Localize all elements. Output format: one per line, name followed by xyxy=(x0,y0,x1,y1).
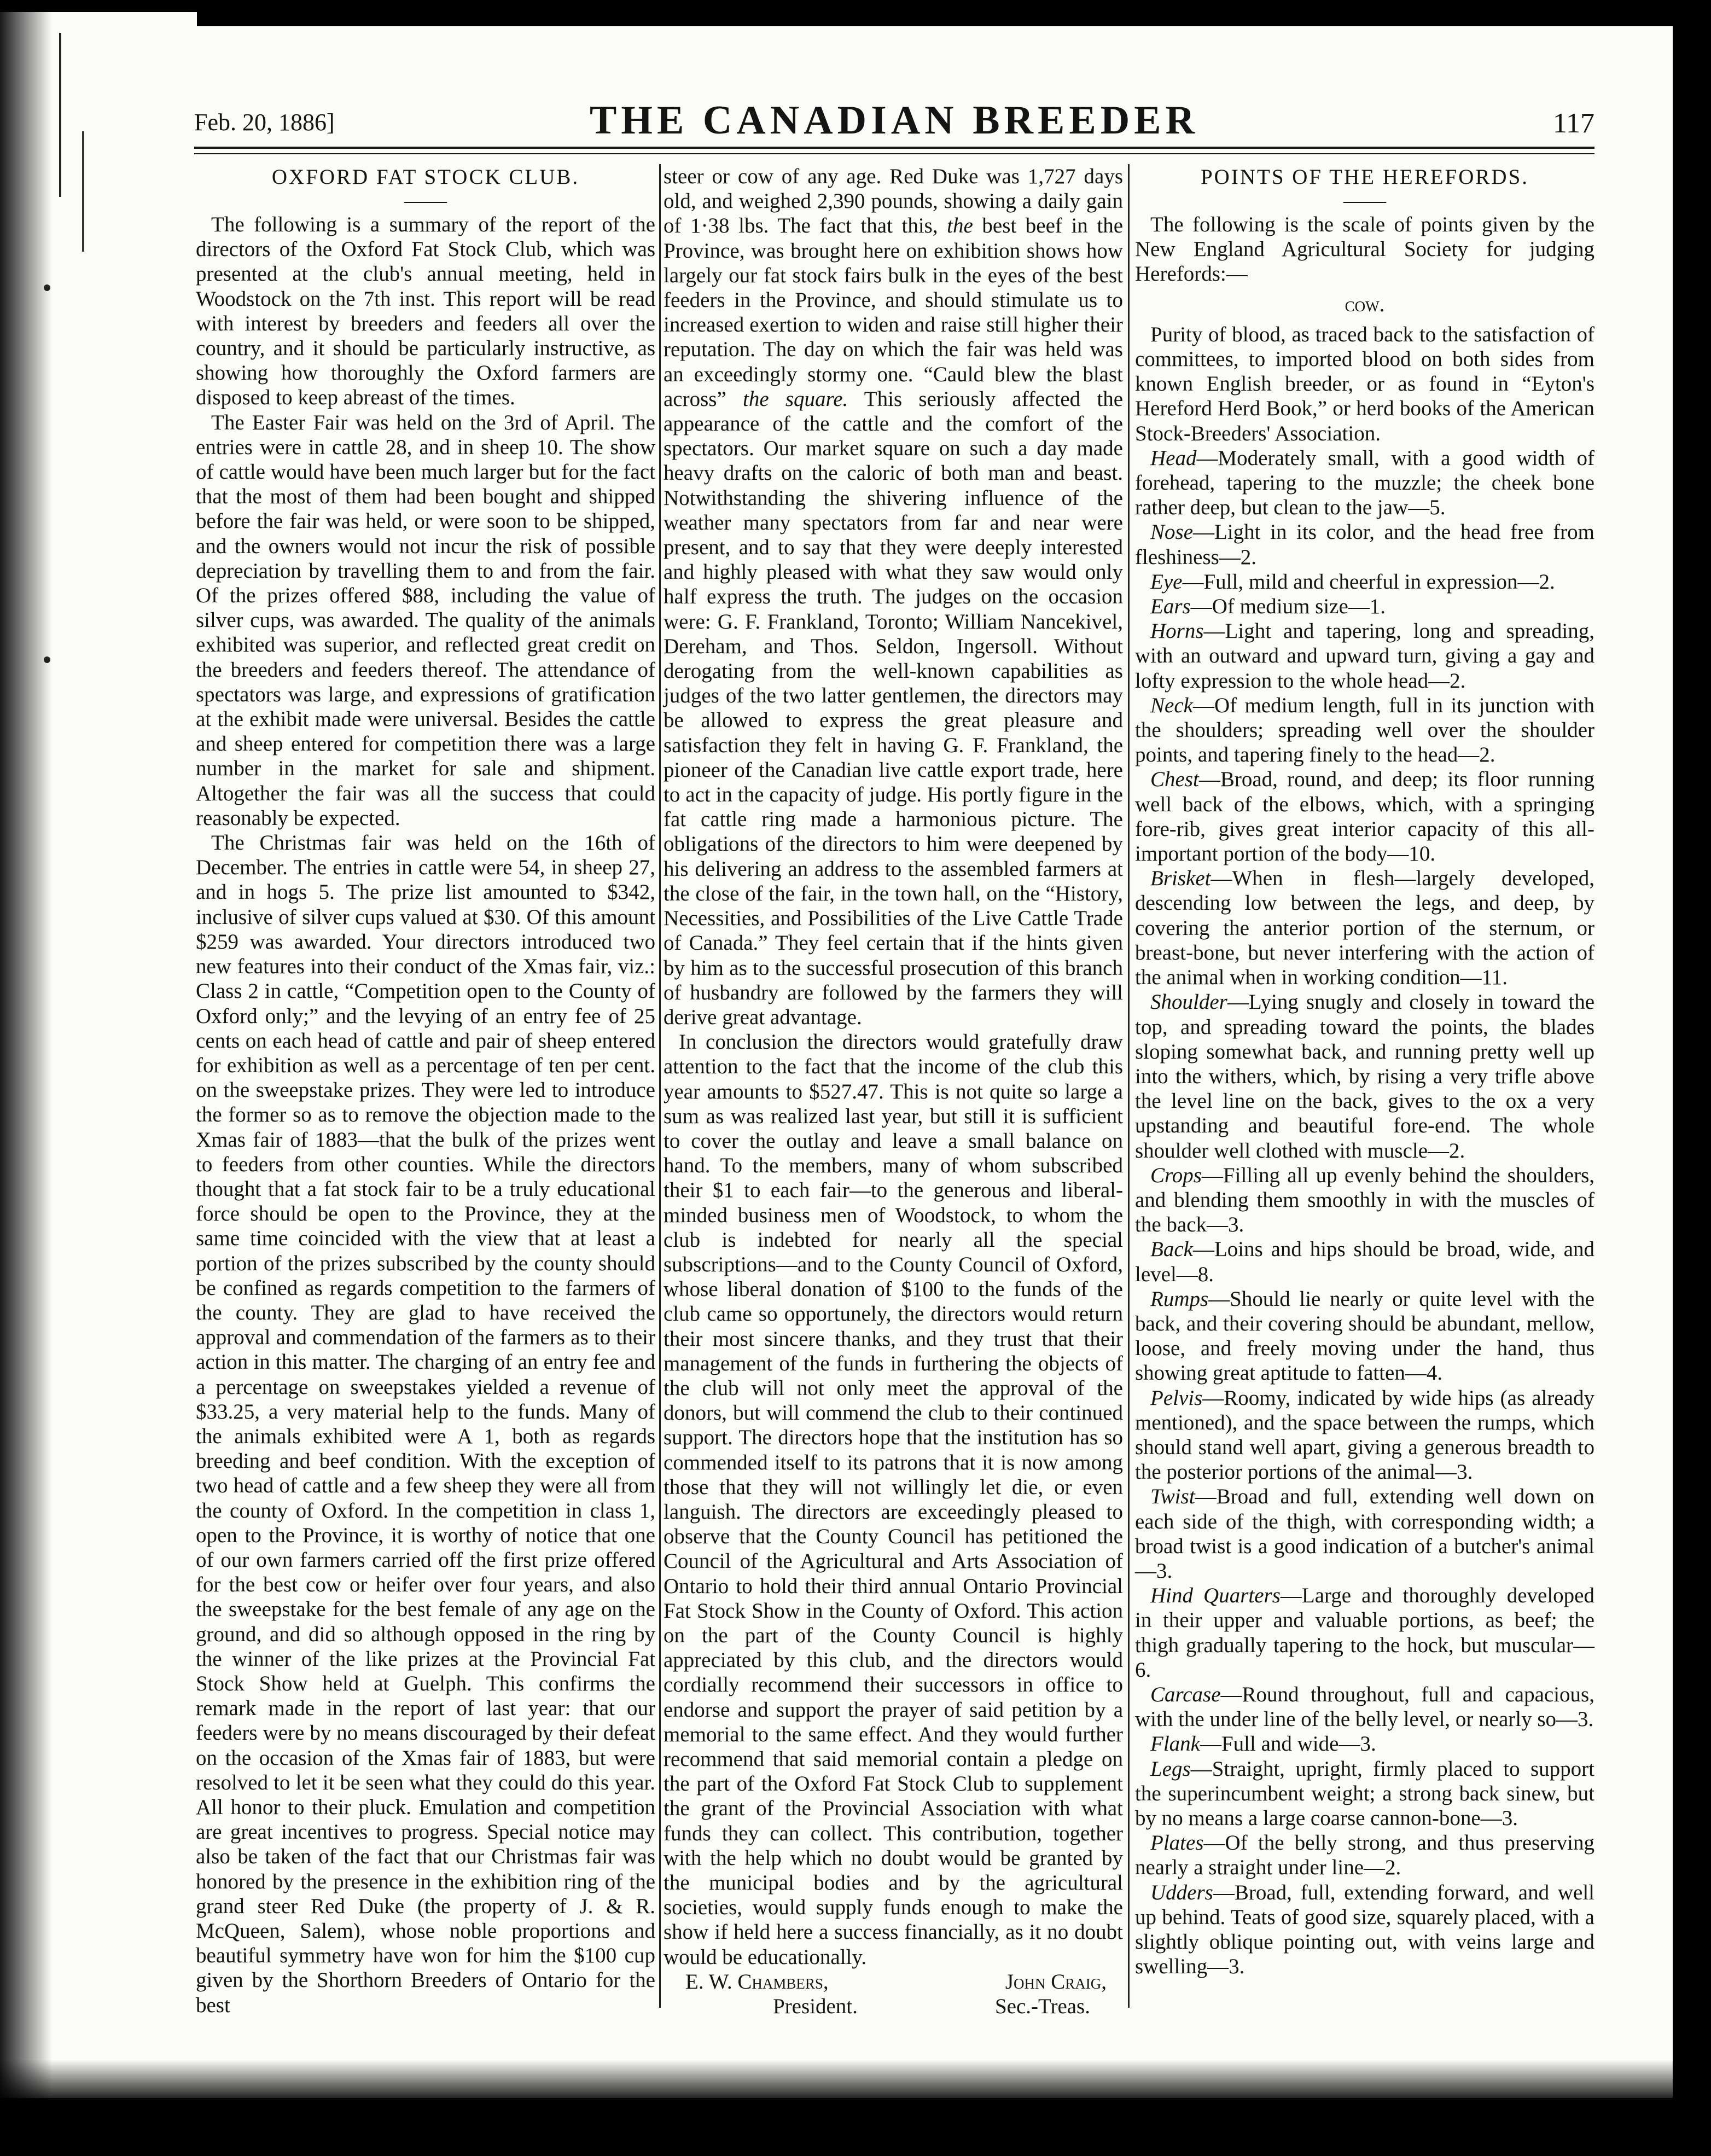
point-label: Legs xyxy=(1150,1757,1191,1781)
point-label: Shoulder xyxy=(1150,990,1227,1014)
signature-roles xyxy=(664,1994,1123,2019)
column-rule xyxy=(659,164,661,2008)
point-item xyxy=(1135,1287,1594,1386)
point-item xyxy=(1135,767,1594,866)
signature-names xyxy=(664,1969,1123,1994)
issue-date: Feb. 20, 1886] xyxy=(194,109,335,136)
point-item xyxy=(1135,1880,1594,1979)
point-item xyxy=(1135,866,1594,990)
point-item xyxy=(1135,1237,1594,1286)
point-item xyxy=(1135,990,1594,1163)
point-label: Chest xyxy=(1150,768,1199,792)
point-text: —When in flesh—largely developed, descending low between the legs, and deep, by covering the anterior portion of the sternum, or breast-bone, but never interfering with the action of the animal when in working condition—11. xyxy=(1135,867,1594,990)
title-dash: —— xyxy=(1343,189,1386,212)
point-label: Plates xyxy=(1150,1831,1204,1855)
point-text: —Round throughout, full and capacious, with the under line of the belly level, or nearly so—3. xyxy=(1135,1682,1594,1731)
point-text: —Moderately small, with a good width of forehead, tapering to the muzzle; the cheek bone rather deep, but clean to the jaw—5. xyxy=(1135,446,1594,520)
point-item xyxy=(1135,1583,1594,1682)
page-number: 117 xyxy=(1552,108,1594,139)
scan-border-top xyxy=(0,0,1711,12)
article-title: POINTS OF THE HEREFORDS. xyxy=(1200,165,1529,189)
signature-president-name: E. W. Chambers, xyxy=(685,1969,829,1994)
point-item xyxy=(1135,619,1594,693)
scan-border-top-inner xyxy=(197,12,1711,26)
points-list xyxy=(1135,446,1594,1979)
point-label: Udders xyxy=(1150,1880,1213,1904)
point-text: —Light in its color, and the head free from fleshiness—2. xyxy=(1135,520,1594,569)
point-item xyxy=(1135,693,1594,768)
point-text: —Full, mild and cheerful in expression—2. xyxy=(1182,569,1555,594)
point-label: Ears xyxy=(1150,595,1191,619)
point-text: —Of medium length, full in its junction with the shoulders; spreading well over the shoulder points, and tapering finely to the head—2. xyxy=(1135,693,1594,767)
point-text: —Should lie nearly or quite level with the back, and their covering should be abundant, mellow, loose, and freely moving under the hand, thus showing great aptitude to fatten—4. xyxy=(1135,1287,1594,1385)
header-rule xyxy=(194,147,1594,149)
point-item xyxy=(1135,1163,1594,1237)
point-item xyxy=(1135,1757,1594,1831)
signature-president-role: President. xyxy=(773,1995,858,2019)
paragraph: Purity of blood, as traced back to the satisfaction of committees, to imported blood on both sides from known English breeder, or as found in “Eyton's Hereford Herd Book,” or herd books of the American Stock-Breeders' Association. xyxy=(1135,322,1594,445)
article-title: OXFORD FAT STOCK CLUB. xyxy=(271,165,580,189)
point-text: —Full and wide—3. xyxy=(1200,1732,1376,1756)
masthead-title: THE CANADIAN BREEDER xyxy=(590,98,1199,143)
point-text: —Broad, full, extending forward, and well up behind. Teats of good size, squarely placed, with a slightly oblique pointing out, with veins large and swelling—3. xyxy=(1135,1880,1594,1979)
subheading-cow: cow. xyxy=(1345,292,1385,316)
point-label: Carcase xyxy=(1150,1682,1221,1706)
margin-mark xyxy=(82,131,84,252)
point-label: Pelvis xyxy=(1150,1386,1203,1410)
point-text: —Of medium size—1. xyxy=(1190,595,1386,619)
paragraph: The following is the scale of points given by the New England Agricultural Society for judging Herefords:— xyxy=(1135,213,1594,286)
point-text: —Broad, round, and deep; its floor running well back of the elbows, which, with a springing fore-rib, gives great interior capacity of this all-important portion of the body—10. xyxy=(1135,768,1594,866)
header-rule xyxy=(194,153,1594,154)
margin-mark xyxy=(59,33,61,197)
paragraph: The following is a summary of the report of the directors of the Oxford Fat Stock Club, which was presented at the club's annual meeting, held in Woodstock on the 7th inst. This report will be read with interest by breeders and feeders all over the country, and it should be particularly instructive, as showing how thoroughly the Oxford farmers are disposed to keep abreast of the times. xyxy=(196,213,655,410)
page-header xyxy=(194,97,1594,141)
point-item xyxy=(1135,569,1594,594)
margin-dot xyxy=(44,284,50,291)
point-text: —Of the belly strong, and thus preserving nearly a straight under line—2. xyxy=(1135,1831,1594,1880)
point-text: —Roomy, indicated by wide hips (as already mentioned), and the space between the rumps, which should stand well apart, giving a generous breadth to the posterior portions of the animal—3. xyxy=(1135,1386,1594,1484)
point-label: Eye xyxy=(1150,569,1183,594)
point-item xyxy=(1135,1484,1594,1583)
point-label: Back xyxy=(1150,1237,1193,1262)
paragraph: The Christmas fair was held on the 16th of December. The entries in cattle were 54, in sheep 27, and in hogs 5. The prize list amounted to $342, inclusive of silver cups valued at $30. Of this amount $259 was awarded. Your directors introduced two new features into their conduct of the Xmas fair, viz.: Class 2 in cattle, “Competition open to the County of Oxford only;” and the levying of an entry fee of 25 cents on each head of cattle and pair of sheep entered for exhibition as well as a percentage of ten per cent. on the sweepstake prizes. They were led to introduce the former so as to remove the objection made to the Xmas fair of 1883—that the bulk of the prizes went to feeders from other counties. While the directors thought that a fat stock fair to be a truly educational force should be open to the Province, they at the same time coincided with the view that at least a portion of the prizes subscribed by the county should be confined as regards competition to the farmers of the county. They are glad to have received the approval and commendation of the farmers as to their action in this matter. The charging of an entry fee and a percentage on sweepstakes yielded a revenue of $33.25, a very material help to the funds. Many of the animals exhibited were A 1, both as regards breeding and beef condition. With the exception of two head of cattle and a few sheep they were all from the county of Oxford. In the competition in class 1, open to the Province, it is worthy of notice that one of our own farmers carried off the first prize offered for the best cow or heifer over four years, and also the sweepstake for the best female of any age on the ground, and did so although opposed in the ring by the winner of the like prizes at the Provincial Fat Stock Show held at Guelph. This confirms the remark made in the report of last year: that our feeders were by no means discouraged by their defeat on the occasion of the Xmas fair of 1883, but were resolved to let it be seen what they could do this year. All honor to their pluck. Emulation and competition are great incentives to progress. Special notice may also be taken of the fact that our Christmas fair was honored by the presence in the exhibition ring of the grand steer Red Duke (the property of J. & R. McQueen, Salem), whose noble proportions and beautiful symmetry have won for him the $100 cup given by the Shorthorn Breeders of Ontario for the best xyxy=(196,831,655,2017)
point-label: Crops xyxy=(1150,1163,1202,1187)
scan-border-bottom xyxy=(0,2098,1711,2156)
point-text: —Filling all up evenly behind the shoulders, and blending them smoothly in with the muscles of the back—3. xyxy=(1135,1163,1594,1237)
point-text: —Light and tapering, long and spreading, with an outward and upward turn, giving a gay and lofty expression to the whole head—2. xyxy=(1135,619,1594,693)
title-dash: —— xyxy=(404,189,447,212)
scan-shadow-left xyxy=(0,12,52,2098)
point-item xyxy=(1135,594,1594,619)
point-label: Twist xyxy=(1150,1485,1195,1509)
paragraph: The Easter Fair was held on the 3rd of April. The entries were in cattle 28, and in sheep 10. The show of cattle would have been much larger but for the fact that the most of them had been bought and shipped before the fair was held, or were soon to be shipped, and the owners would not incur the risk of possible depreciation by travelling them to and from the fair. Of the prizes offered $88, including the value of silver cups, was awarded. The quality of the animals exhibited was superior, and reflected great credit on the breeders and feeders thereof. The attendance of spectators was large, and expressions of gratification at the exhibit made were universal. Besides the cattle and sheep entered for competition there was a large number in the market for sale and shipment. Altogether the fair was all the success that could reasonably be expected. xyxy=(196,410,655,830)
point-label: Head xyxy=(1150,446,1197,470)
point-label: Horns xyxy=(1150,619,1204,643)
point-item xyxy=(1135,446,1594,520)
point-label: Brisket xyxy=(1150,867,1211,891)
point-text: —Loins and hips should be broad, wide, and level—8. xyxy=(1135,1237,1594,1286)
margin-dot xyxy=(44,656,50,663)
scan-shadow-bottom xyxy=(0,2060,1711,2098)
paragraph-continued: steer or cow of any age. Red Duke was 1,727 days old, and weighed 2,390 pounds, showing a daily gain of 1·38 lbs. The fact that this, the best beef in the Province, was brought here on exhibition shows how largely our fat stock fairs bulk in the eyes of the best feeders in the Province, and should stimulate us to increased exertion to widen and raise still higher their reputation. The day on which the fair was held was an exceedingly stormy one. “Cauld blew the blast across” the square. This seriously affected the appearance of the cattle and the comfort of the spectators. Our market square on such a day made heavy drafts on the caloric of both man and beast. Notwithstanding the shivering influence of the weather many spectators from far and near were present, and to say that they were deeply interested and highly pleased with what they saw would only half express the truth. The judges on the occasion were: G. F. Frankland, Toronto; William Nancekivel, Dereham, and Thos. Seldon, Ingersoll. Without derogating from the well-known capabilities as judges of the two latter gentlemen, the directors may be allowed to express the great pleasure and satisfaction they felt in having G. F. Frankland, the pioneer of the Canadian live cattle export trade, here to act in the capacity of judge. His portly figure in the fat cattle ring made a harmonious picture. The obligations of the directors to him were deepened by his delivering an address to the assembled farmers at the close of the fair, in the town hall, on the “History, Necessities, and Possibilities of the Live Cattle Trade of Canada.” They feel certain that if the hints given by him as to the successful prosecution of this branch of husbandry are followed by the farmers they will derive great advantage. xyxy=(664,165,1124,1029)
point-text: —Large and thoroughly developed in their upper and valuable portions, as beef; the thigh gradually tapering to the hock, but muscular—6. xyxy=(1135,1584,1594,1682)
point-text: —Lying snugly and closely in toward the top, and spreading toward the points, the blades sloping somewhat back, and running pretty well up into the withers, which, by rising a very trifle above the level line on the back, gives to the ox a very upstanding and beautiful fore-end. The whole shoulder well clothed with muscle—2. xyxy=(1135,990,1594,1163)
point-item xyxy=(1135,1682,1594,1731)
point-text: —Straight, upright, firmly placed to support the superincumbent weight; a strong back sinew, but by no means a large coarse cannon-bone—3. xyxy=(1135,1757,1594,1830)
point-label: Flank xyxy=(1150,1732,1200,1756)
point-item xyxy=(1135,1731,1594,1756)
point-label: Nose xyxy=(1150,520,1193,544)
point-item xyxy=(1135,1386,1594,1485)
column-3 xyxy=(1135,164,1594,1979)
point-item xyxy=(1135,1830,1594,1880)
point-text: —Broad and full, extending well down on each side of the thigh, with corresponding width; a broad twist is a good indication of a butcher's animal—3. xyxy=(1135,1485,1594,1583)
signature-secretary-name: John Craig, xyxy=(1005,1969,1107,1994)
point-label: Rumps xyxy=(1150,1287,1209,1311)
column-2 xyxy=(664,164,1123,2019)
paragraph: In conclusion the directors would gratefully draw attention to the fact that the income of the club this year amounts to $527.47. This is not quite so large a sum as was realized last year, but still it is sufficient to cover the outlay and leave a small balance on hand. To the members, many of whom subscribed their $1 to each fair—to the generous and liberal-minded business men of Woodstock, to whom the club is indebted for nearly all the special subscriptions—and to the County Council of Oxford, whose liberal donation of $100 to the funds of the club came so opportunely, the directors would return their most sincere thanks, and they trust that their management of the funds in furthering the objects of the club will not only meet the approval of the donors, but will commend the club to their continued support. The directors hope that the institution has so commended itself to its patrons that it is now among those that they will not willingly let die, or even languish. The directors are exceedingly pleased to observe that the County Council has petitioned the Council of the Agricultural and Arts Association of Ontario to hold their third annual Ontario Provincial Fat Stock Show in the County of Oxford. This action on the part of the County Council is highly appreciated by this club, and the directors would cordially recommend their successors in office to endorse and support the prayer of said petition by a memorial to the same effect. And they would further recommend that said memorial contain a pledge on the part of the Oxford Fat Stock Club to supplement the grant of the Provincial Association with what funds they can collect. This contribution, together with the help which no doubt would be granted by the municipal bodies and by the agricultural societies, would supply funds enough to make the show if held here a success financially, as it no doubt would be educationally. xyxy=(664,1030,1123,1969)
scan-border-right xyxy=(1673,0,1711,2156)
column-1 xyxy=(196,164,655,2018)
point-label: Hind Quarters xyxy=(1150,1584,1281,1608)
point-item xyxy=(1135,520,1594,569)
point-label: Neck xyxy=(1150,693,1193,717)
column-rule xyxy=(1128,164,1130,2008)
signature-secretary-role: Sec.-Treas. xyxy=(994,1995,1090,2019)
